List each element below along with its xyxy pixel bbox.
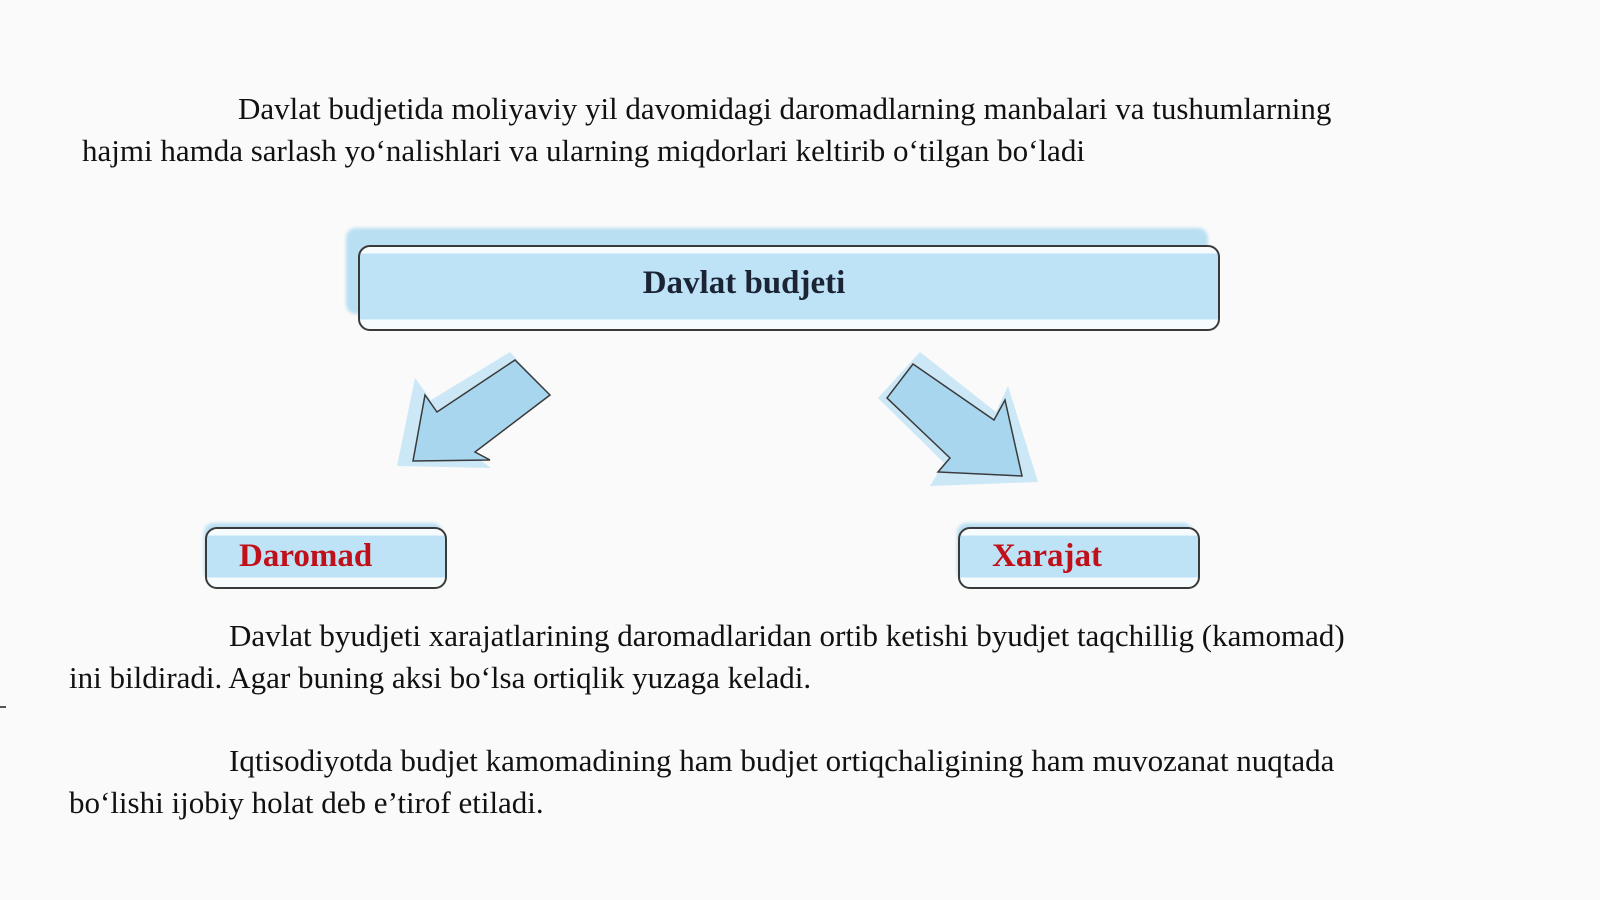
income-node-box	[205, 527, 447, 589]
intro-paragraph	[82, 88, 1342, 172]
root-node-label: Davlat budjeti	[642, 264, 846, 301]
balance-paragraph	[69, 740, 1359, 824]
edge-mark	[0, 706, 6, 708]
balance-text: Iqtisodiyotda budjet kamomadining ham budjet ortiqchaligining ham muvozanat nuqtada bo‘lishi ijobiy holat deb e’tirof etiladi.	[69, 743, 1343, 820]
deficit-text: Davlat byudjeti xarajatlarining daromadlaridan ortib ketishi byudjet taqchillig (kamomad) ini bildiradi. Agar buning aksi bo‘lsa ortiqlik yuzaga keladi.	[69, 618, 1353, 695]
arrow-down-right-icon	[890, 350, 1040, 495]
arrow-down-left-icon	[395, 350, 565, 480]
income-node-label: Daromad	[239, 537, 373, 574]
intro-text: Davlat budjetida moliyaviy yil davomidagi daromadlarning manbalari va tushumlarning hajmi hamda sarlash yo‘nalishlari va ularning miqdorlari keltirib o‘tilgan bo‘ladi	[82, 91, 1340, 168]
expense-node-label: Xarajat	[992, 537, 1102, 574]
expense-node-box	[958, 527, 1200, 589]
root-node-box	[358, 245, 1220, 331]
deficit-paragraph	[69, 615, 1359, 699]
